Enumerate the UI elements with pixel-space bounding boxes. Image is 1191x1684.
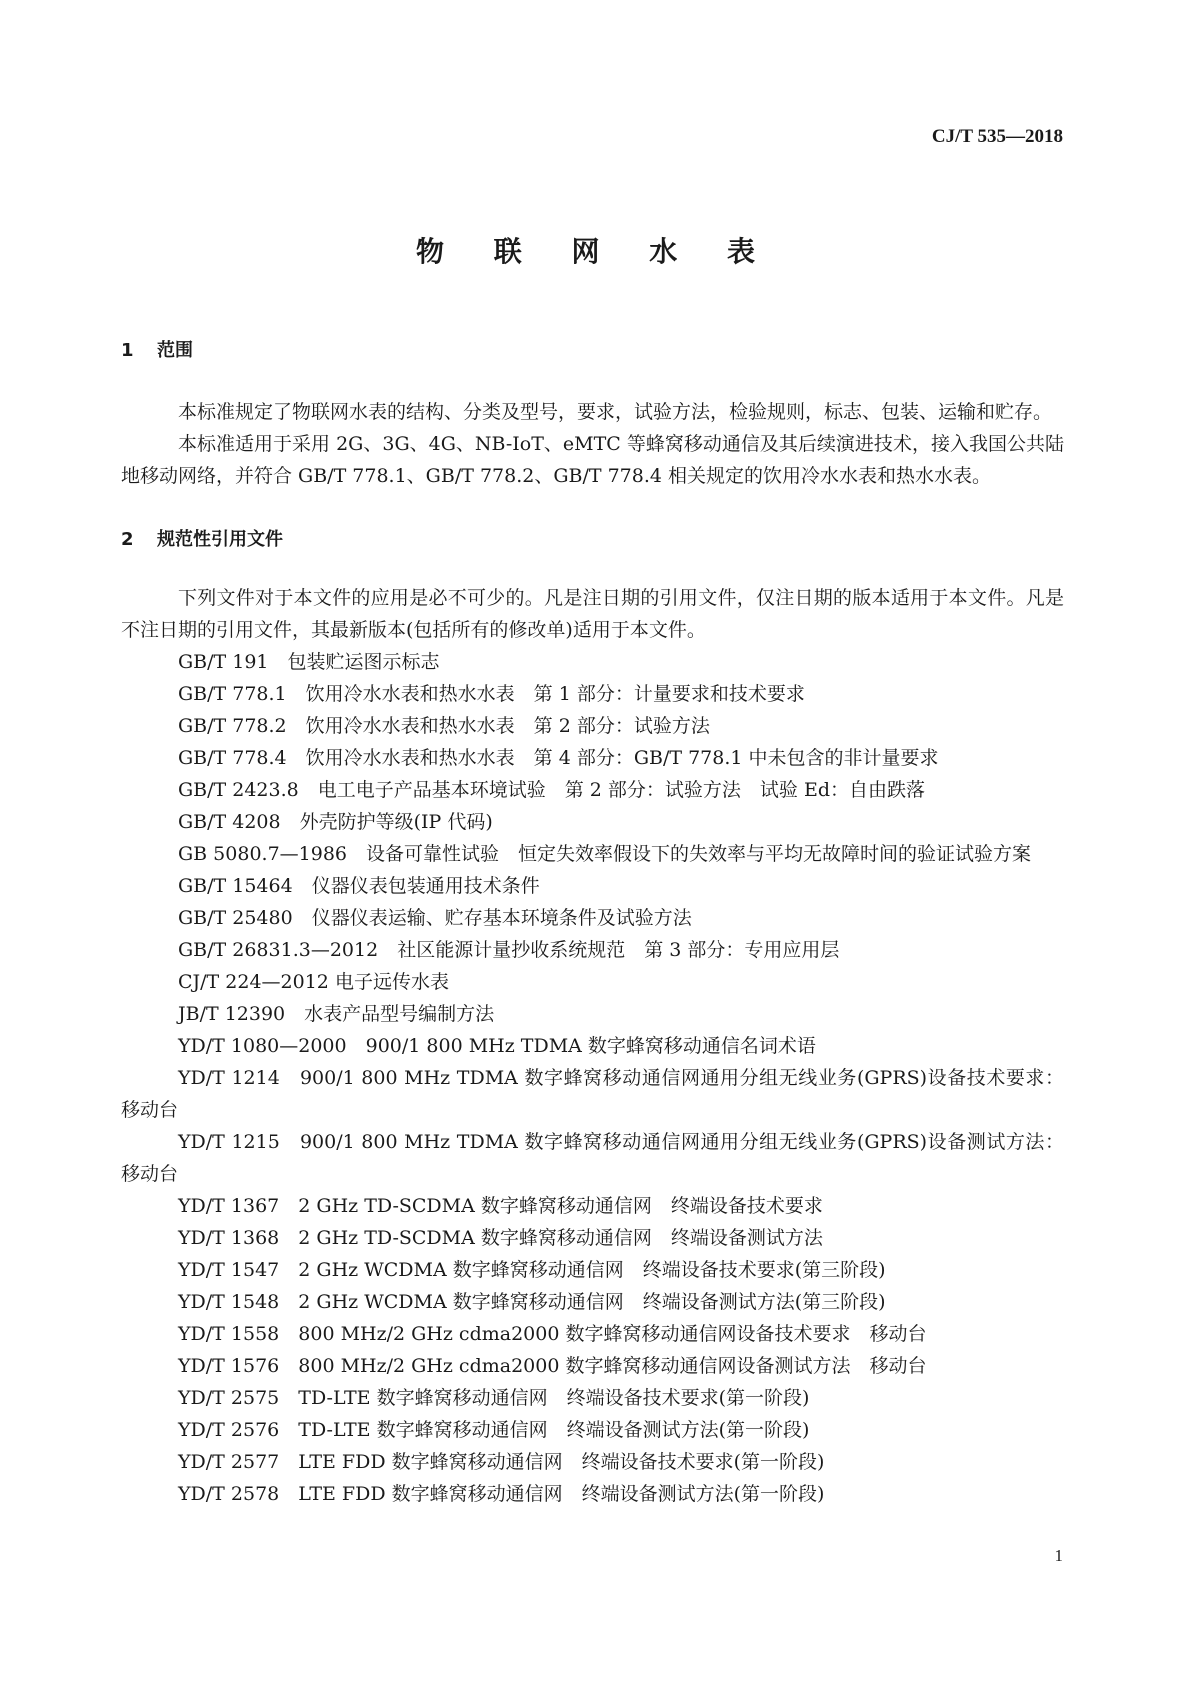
reference-title: 2 GHz TD-SCDMA 数字蜂窝移动通信网 终端设备技术要求: [298, 1195, 823, 1217]
reference-title: 900/1 800 MHz TDMA 数字蜂窝移动通信网通用分组无线业务(GPRS)设备测试方法：移动台: [121, 1131, 1064, 1185]
reference-item: [121, 966, 1064, 998]
reference-item: [121, 742, 1064, 774]
reference-title: 2 GHz WCDMA 数字蜂窝移动通信网 终端设备测试方法(第三阶段): [298, 1291, 886, 1313]
reference-title: 2 GHz TD-SCDMA 数字蜂窝移动通信网 终端设备测试方法: [298, 1227, 823, 1249]
paragraph: 下列文件对于本文件的应用是必不可少的。凡是注日期的引用文件，仅注日期的版本适用于本文件。凡是不注日期的引用文件，其最新版本(包括所有的修改单)适用于本文件。: [121, 587, 1064, 641]
reference-code: YD/T 1214: [178, 1067, 280, 1089]
reference-code: GB/T 2423.8: [178, 779, 299, 801]
reference-code: YD/T 1367: [178, 1195, 280, 1217]
reference-title: 饮用冷水水表和热水水表 第 4 部分：GB/T 778.1 中未包含的非计量要求: [305, 747, 939, 769]
reference-title: 外壳防护等级(IP 代码): [299, 811, 493, 833]
reference-item: [121, 1190, 1064, 1222]
reference-item: [121, 1318, 1064, 1350]
reference-code: GB/T 191: [178, 651, 269, 673]
reference-item: [121, 838, 1064, 870]
reference-title: LTE FDD 数字蜂窝移动通信网 终端设备测试方法(第一阶段): [298, 1483, 825, 1505]
reference-item: [121, 806, 1064, 838]
reference-code: YD/T 1576: [178, 1355, 280, 1377]
reference-title: 900/1 800 MHz TDMA 数字蜂窝移动通信名词术语: [365, 1035, 816, 1057]
reference-title: TD-LTE 数字蜂窝移动通信网 终端设备技术要求(第一阶段): [298, 1387, 810, 1409]
reference-title: 饮用冷水水表和热水水表 第 1 部分：计量要求和技术要求: [305, 683, 805, 705]
reference-code: GB/T 15464: [178, 875, 293, 897]
reference-title: 800 MHz/2 GHz cdma2000 数字蜂窝移动通信网设备测试方法 移动台: [298, 1355, 927, 1377]
reference-item: [121, 934, 1064, 966]
reference-item: [121, 1414, 1064, 1446]
reference-item: [121, 1126, 1064, 1190]
reference-title: TD-LTE 数字蜂窝移动通信网 终端设备测试方法(第一阶段): [298, 1419, 810, 1441]
reference-title: 900/1 800 MHz TDMA 数字蜂窝移动通信网通用分组无线业务(GPRS)设备技术要求：移动台: [121, 1067, 1064, 1121]
reference-item: [121, 1286, 1064, 1318]
section-title: 范围: [157, 340, 193, 361]
reference-code: YD/T 2578: [178, 1483, 280, 1505]
reference-title: 仪器仪表包装通用技术条件: [311, 875, 540, 897]
reference-item: [121, 710, 1064, 742]
reference-code: CJ/T 224—2012: [178, 971, 329, 993]
reference-item: [121, 870, 1064, 902]
reference-code: JB/T 12390: [178, 1003, 286, 1025]
paragraph: 本标准适用于采用 2G、3G、4G、NB-IoT、eMTC 等蜂窝移动通信及其后续演进技术，接入我国公共陆地移动网络，并符合 GB/T 778.1、GB/T 778.2、GB/T 778.4 相关规定的饮用冷水水表和热水水表。: [121, 433, 1064, 487]
reference-code: YD/T 2575: [178, 1387, 280, 1409]
reference-item: [121, 902, 1064, 934]
reference-code: YD/T 1558: [178, 1323, 280, 1345]
reference-title: 饮用冷水水表和热水水表 第 2 部分：试验方法: [305, 715, 710, 737]
reference-title: 水表产品型号编制方法: [304, 1003, 495, 1025]
standard-code: CJ/T 535—2018: [931, 126, 1063, 147]
reference-code: YD/T 1215: [178, 1131, 280, 1153]
reference-code: YD/T 1548: [178, 1291, 280, 1313]
reference-code: YD/T 1080—2000: [178, 1035, 347, 1057]
section-heading-scope: [121, 336, 193, 362]
reference-item: [121, 1446, 1064, 1478]
reference-code: GB 5080.7—1986: [178, 843, 348, 865]
reference-code: GB/T 25480: [178, 907, 293, 929]
reference-title: 电工电子产品基本环境试验 第 2 部分：试验方法 试验 Ed：自由跌落: [317, 779, 926, 801]
reference-item: [121, 678, 1064, 710]
reference-code: YD/T 1547: [178, 1259, 280, 1281]
reference-title: 包装贮运图示标志: [287, 651, 440, 673]
page-number: 1: [1054, 1546, 1063, 1565]
reference-item: [121, 1382, 1064, 1414]
reference-item: [121, 1478, 1064, 1510]
reference-item: [121, 998, 1064, 1030]
reference-item: [121, 1222, 1064, 1254]
reference-code: YD/T 1368: [178, 1227, 280, 1249]
section-references-body: [121, 582, 1064, 1510]
paragraph: 本标准规定了物联网水表的结构、分类及型号，要求，试验方法，检验规则，标志、包装、运输和贮存。: [178, 401, 1053, 423]
reference-title: LTE FDD 数字蜂窝移动通信网 终端设备技术要求(第一阶段): [298, 1451, 825, 1473]
reference-code: YD/T 2577: [178, 1451, 280, 1473]
reference-item: [121, 774, 1064, 806]
reference-item: [121, 1350, 1064, 1382]
reference-item: [121, 646, 1064, 678]
reference-title: 800 MHz/2 GHz cdma2000 数字蜂窝移动通信网设备技术要求 移动台: [298, 1323, 927, 1345]
reference-title: 仪器仪表运输、贮存基本环境条件及试验方法: [311, 907, 692, 929]
reference-code: YD/T 2576: [178, 1419, 280, 1441]
section-title: 规范性引用文件: [157, 529, 283, 550]
reference-code: GB/T 26831.3—2012: [178, 939, 379, 961]
section-heading-normative-references: [121, 525, 283, 551]
reference-title: 电子远传水表: [334, 971, 449, 993]
reference-title: 设备可靠性试验 恒定失效率假设下的失效率与平均无故障时间的验证试验方案: [366, 843, 1032, 865]
reference-title: 2 GHz WCDMA 数字蜂窝移动通信网 终端设备技术要求(第三阶段): [298, 1259, 886, 1281]
section-scope-body: [121, 396, 1064, 492]
reference-code: GB/T 778.2: [178, 715, 287, 737]
reference-item: [121, 1254, 1064, 1286]
reference-title: 社区能源计量抄收系统规范 第 3 部分：专用应用层: [397, 939, 840, 961]
section-number: 2: [121, 529, 134, 550]
reference-code: GB/T 778.4: [178, 747, 287, 769]
document-title: 物 联 网 水 表: [416, 235, 775, 268]
reference-code: GB/T 4208: [178, 811, 281, 833]
section-number: 1: [121, 340, 134, 361]
reference-item: [121, 1030, 1064, 1062]
reference-item: [121, 1062, 1064, 1126]
reference-code: GB/T 778.1: [178, 683, 287, 705]
